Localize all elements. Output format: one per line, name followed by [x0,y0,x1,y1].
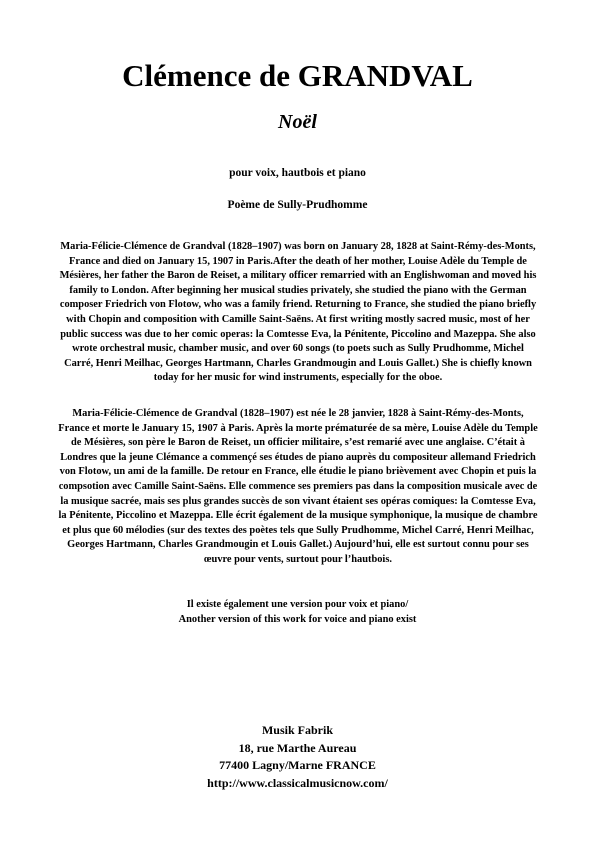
work-title: Noël [278,111,317,133]
poet-credit: Poème de Sully-Prudhomme [227,199,368,211]
publisher-city: 77400 Lagny/Marne FRANCE [219,758,376,772]
version-note-french: Il existe également une version pour voix et piano/ [186,599,409,610]
publisher-block [0,722,595,792]
publisher-street: 18, rue Marthe Aureau [238,740,357,755]
composer-name: Clémence de GRANDVAL [122,58,473,93]
biography-french: Maria-Félicie-Clémence de Grandval (1828–1907) est née le 28 janvier, 1828 à Saint-Rémy-des-Monts, France et morte le January 15, 1907 à Paris. Après la morte prématurée de sa mère, Louise Adèle du Temple de Mésières, son père le Baron de Reiset, un officier militaire, s’est remarié avec une anglaise. C’était à Londres que la jeune Clémance a commençé ses études de piano auprès du compositeur allemand Friedrich von Flotow, un ami de la famille. De retour en France, elle étudie le piano brièvement avec Chopin et puis la compsotion avec Camille Saint-Saëns. Elle commence ses premiers pas dans la composition musicale avec de la musique sacrée, mais ses plus grandes succès de son vivant étaient ses opéras comiques: la Comtesse Eva, la Pénitente, Piccolino et Mazeppa. Elle écrit également de la musique symphonique, la musique de chambre et plus que 60 mélodies (sur des textes des poètes tels que Sully Prudhomme, Michel Carré, Henri Meilhac, Georges Hartmann, Charles Grandmougin et Louis Gallet.) Aujourd’hui, elle est surtout connu pour ses œuvre pour vents, surtout pour l’hautbois. [58,408,538,565]
biography-english: Maria-Félicie-Clémence de Grandval (1828–1907) was born on January 28, 1828 at Saint-Rémy-des-Monts, France and died on January 15, 1907 in Paris.After the death of her mother, Louise Adèle du Temple de Mésières, her father the Baron de Reiset, a military officer remarried with an Englishwoman and moved his family to London. After beginning her musical studies privately, she studied the piano with the German composer Friedrich von Flotow, who was a family friend. Returning to France, she studied the piano briefly with Chopin and composition with Camille Saint-Saëns. At first writing mostly sacred music, most of her public success was due to her comic operas: la Comtesse Eva, la Pénitente, Piccolino and Mazeppa. She also wrote orchestral music, chamber music, and over 60 songs (to poets such as Sully Prudhomme, Michel Carré, Henri Meilhac, Georges Hartmann, Charles Grandmougin and Louis Gallet.) She is chiefly known today for her music for wind instruments, especially for the oboe. [59,241,537,384]
publisher-name: Musik Fabrik [261,723,333,737]
instrumentation: pour voix, hautbois et piano [229,167,366,179]
version-note-english: Another version of this work for voice and piano exist [178,613,417,625]
publisher-website: http://www.classicalmusicnow.com/ [207,775,388,790]
version-note [0,598,595,627]
